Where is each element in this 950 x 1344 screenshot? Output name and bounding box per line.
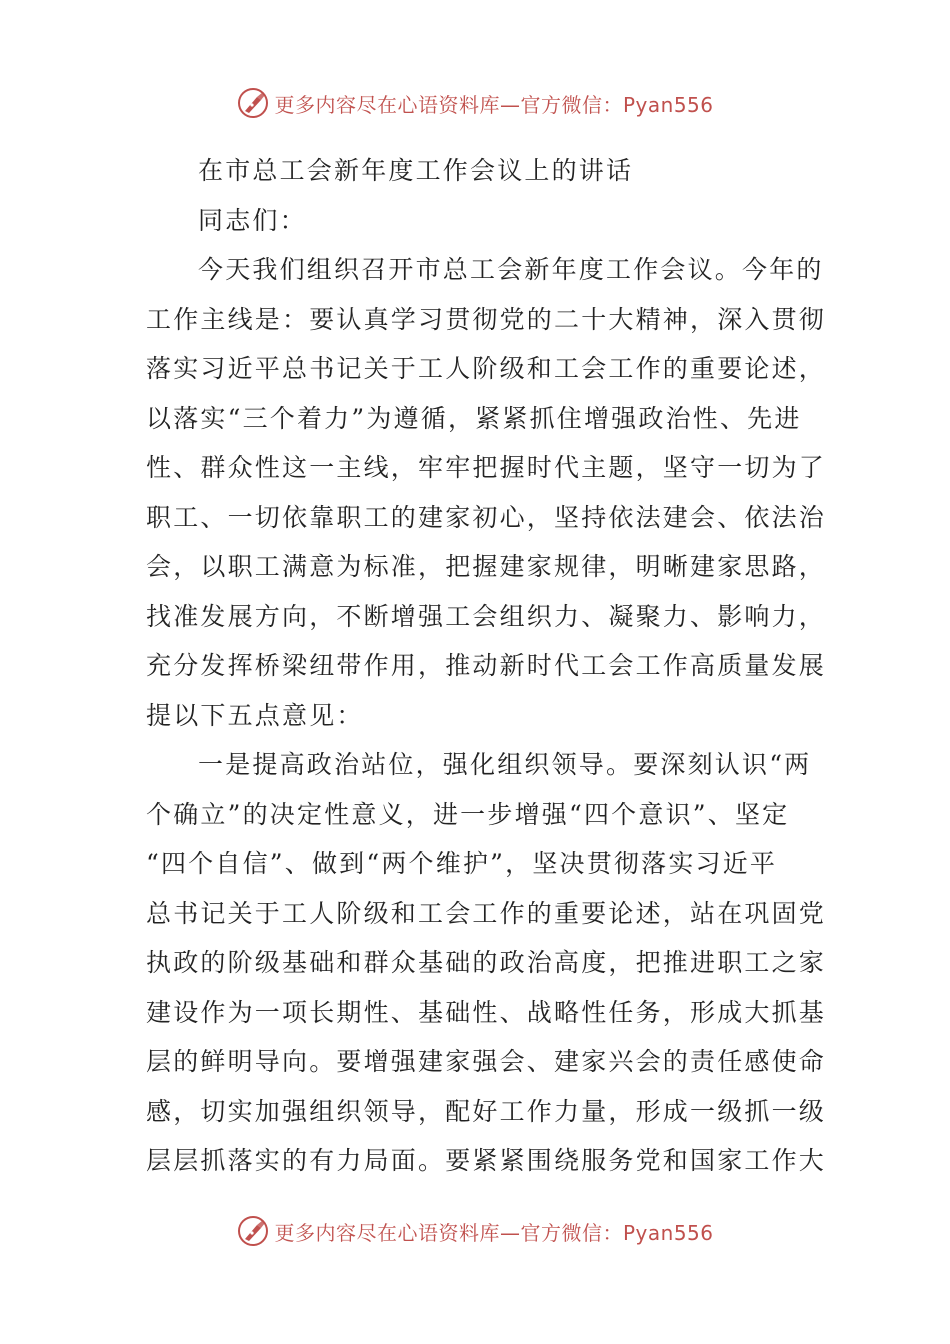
paragraph-line: 执政的阶级基础和群众基础的政治高度，把推进职工之家 <box>146 948 827 977</box>
paragraph-line: 层层抓落实的有力局面。要紧紧围绕服务党和国家工作大 <box>146 1146 827 1175</box>
paragraph-line: 充分发挥桥梁纽带作用，推动新时代工会工作高质量发展 <box>146 651 827 680</box>
paragraph-line: 个确立”的决定性意义，进一步增强“四个意识”、坚定 <box>146 799 790 829</box>
paragraph-line: 性、群众性这一主线，牢牢把握时代主题，坚守一切为了 <box>146 453 827 482</box>
paragraph-line: 提以下五点意见： <box>146 700 364 730</box>
footer-watermark <box>0 1211 950 1251</box>
paragraph-line: 总书记关于工人阶级和工会工作的重要论述，站在巩固党 <box>146 898 827 928</box>
pen-nib-logo-icon <box>236 1214 270 1248</box>
watermark-main-text: 更多内容尽在心语资料库 <box>274 1220 500 1245</box>
watermark-text <box>274 1217 713 1246</box>
watermark-wechat-id: Pyan556 <box>622 1220 714 1245</box>
document-body <box>146 146 827 1186</box>
pen-nib-logo-icon <box>236 86 270 120</box>
header-watermark <box>0 83 950 123</box>
watermark-main-text: 更多内容尽在心语资料库 <box>274 92 500 117</box>
watermark-wechat-label: 官方微信： <box>520 92 623 117</box>
watermark-dash: — <box>499 1220 521 1245</box>
watermark-wechat-id: Pyan556 <box>622 92 714 117</box>
document-salutation: 同志们： <box>198 205 307 235</box>
paragraph-line: 职工、一切依靠职工的建家初心，坚持依法建会、依法治 <box>146 502 827 532</box>
paragraph-line: “四个自信”、做到“两个维护”，坚决贯彻落实习近平 <box>146 849 778 878</box>
watermark-text <box>274 89 713 118</box>
paragraph-line: 落实习近平总书记关于工人阶级和工会工作的重要论述， <box>146 354 827 383</box>
paragraph-line: 找准发展方向，不断增强工会组织力、凝聚力、影响力， <box>146 601 827 631</box>
paragraph-line: 会，以职工满意为标准，把握建家规律，明晰建家思路， <box>146 552 827 581</box>
paragraph-line: 感，切实加强组织领导，配好工作力量，形成一级抓一级 <box>146 1096 827 1126</box>
paragraph-line: 层的鲜明导向。要增强建家强会、建家兴会的责任感使命 <box>146 1047 827 1076</box>
paragraph-line: 今天我们组织召开市总工会新年度工作会议。今年的 <box>198 255 824 284</box>
document-title: 在市总工会新年度工作会议上的讲话 <box>198 156 634 185</box>
paragraph-line: 一是提高政治站位，强化组织领导。要深刻认识“两 <box>198 750 812 779</box>
paragraph-line: 以落实“三个着力”为遵循，紧紧抓住增强政治性、先进 <box>146 403 802 433</box>
paragraph-line: 工作主线是：要认真学习贯彻党的二十大精神，深入贯彻 <box>146 304 827 334</box>
watermark-dash: — <box>499 92 521 117</box>
watermark-wechat-label: 官方微信： <box>520 1220 623 1245</box>
paragraph-line: 建设作为一项长期性、基础性、战略性任务，形成大抓基 <box>146 997 827 1027</box>
